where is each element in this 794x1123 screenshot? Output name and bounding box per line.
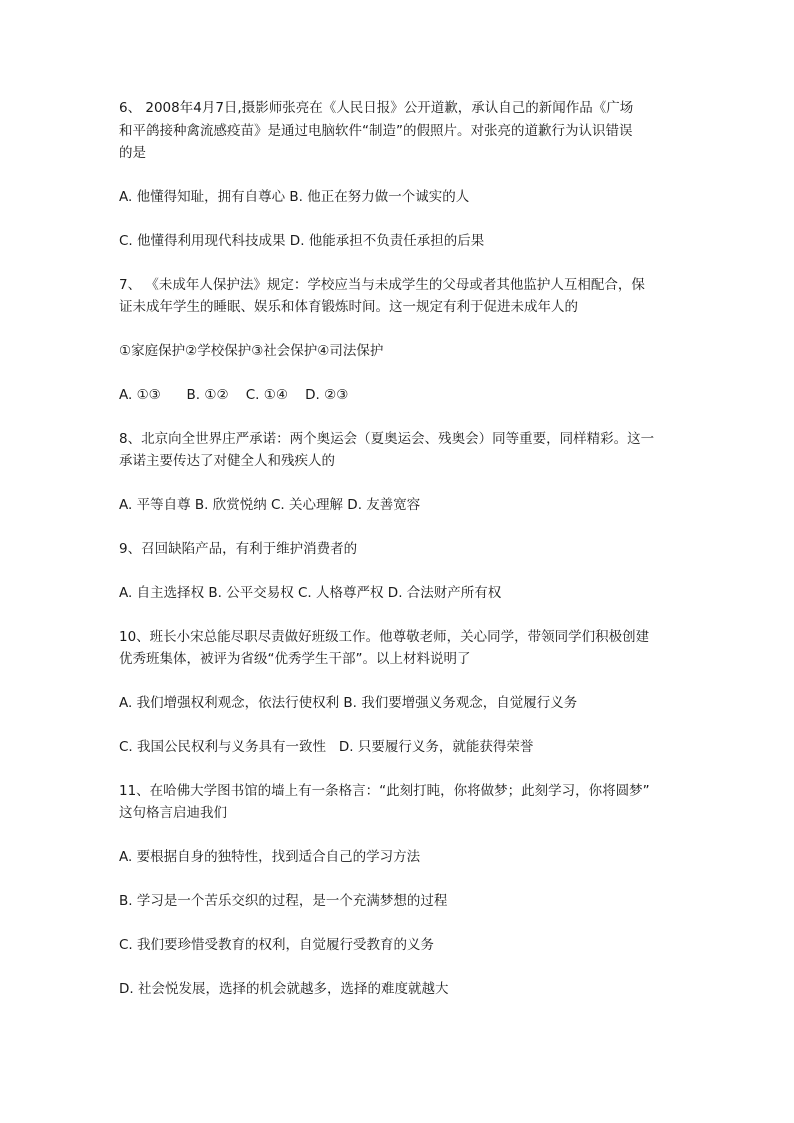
q10-options-line-2: C. 我国公民权利与义务具有一致性 D. 只要履行义务，就能获得荣誉 — [119, 739, 534, 755]
q7-stem-line-1: 7、 《未成年人保护法》规定：学校应当与未成学生的父母或者其他监护人互相配合，保 — [119, 277, 645, 293]
q6-stem-line-2: 和平鸽接种禽流感疫苗》是通过电脑软件“制造”的假照片。对张亮的道歉行为认识错误 — [119, 123, 633, 139]
q6-stem-line-3: 的是 — [119, 145, 146, 161]
q11-option-c: C. 我们要珍惜受教育的权利，自觉履行受教育的义务 — [119, 937, 435, 953]
q6-options-line-1: A. 他懂得知耻，拥有自尊心 B. 他正在努力做一个诚实的人 — [119, 189, 470, 205]
q10-stem-line-1: 10、班长小宋总能尽职尽责做好班级工作。他尊敬老师，关心同学，带领同学们积极创建 — [119, 629, 650, 645]
q11-stem-line-1: 11、在哈佛大学图书馆的墙上有一条格言：“此刻打盹，你将做梦；此刻学习，你将圆梦” — [119, 783, 650, 799]
q10-options-line-1: A. 我们增强权利观念，依法行使权利 B. 我们要增强义务观念，自觉履行义务 — [119, 695, 578, 711]
q10-stem-line-2: 优秀班集体，被评为省级“优秀学生干部”。以上材料说明了 — [119, 651, 471, 667]
q11-option-d: D. 社会悦发展，选择的机会就越多，选择的难度就越大 — [119, 981, 449, 997]
q11-option-a: A. 要根据自身的独特性，找到适合自己的学习方法 — [119, 849, 421, 865]
q8-options: A. 平等自尊 B. 欣赏悦纳 C. 关心理解 D. 友善宽容 — [119, 497, 421, 513]
q6-stem-line-1: 6、 2008年4月7日,摄影师张亮在《人民日报》公开道歉，承认自己的新闻作品《广场 — [119, 100, 634, 116]
q9-stem: 9、召回缺陷产品，有利于维护消费者的 — [119, 541, 358, 557]
q9-options: A. 自主选择权 B. 公平交易权 C. 人格尊严权 D. 合法财产所有权 — [119, 585, 502, 601]
q6-options-line-2: C. 他懂得利用现代科技成果 D. 他能承担不负责任承担的后果 — [119, 233, 485, 249]
q7-items: ①家庭保护②学校保护③社会保护④司法保护 — [119, 343, 384, 359]
q8-stem-line-2: 承诺主要传达了对健全人和残疾人的 — [119, 453, 335, 469]
q8-stem-line-1: 8、北京向全世界庄严承诺：两个奥运会（夏奥运会、残奥会）同等重要，同样精彩。这一 — [119, 431, 655, 447]
q7-options: A. ①③ B. ①② C. ①④ D. ②③ — [119, 387, 349, 403]
q7-stem-line-2: 证未成年学生的睡眠、娱乐和体育锻炼时间。这一规定有利于促进未成年人的 — [119, 299, 578, 315]
q11-option-b: B. 学习是一个苦乐交织的过程，是一个充满梦想的过程 — [119, 893, 448, 909]
q11-stem-line-2: 这句格言启迪我们 — [119, 805, 227, 821]
